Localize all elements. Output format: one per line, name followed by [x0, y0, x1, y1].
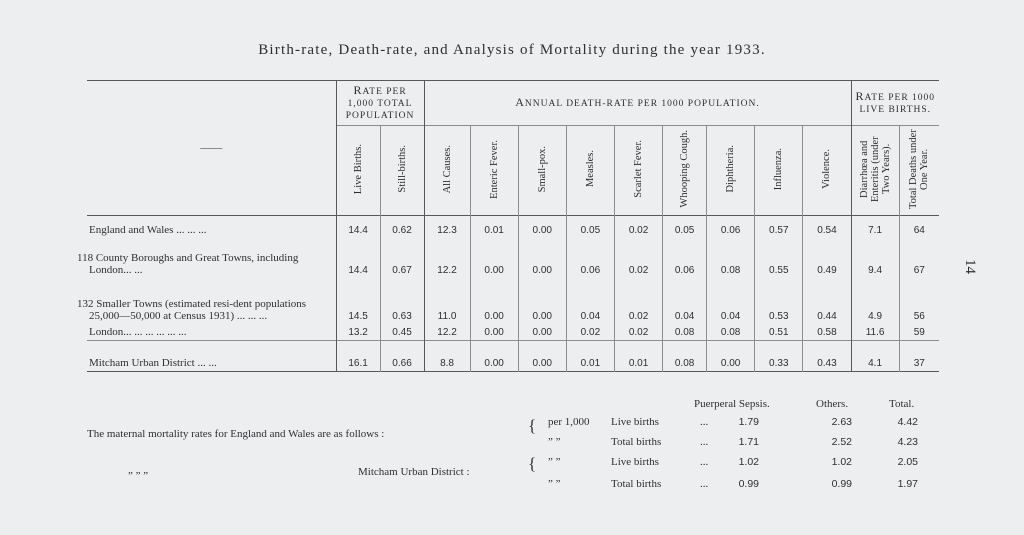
table-cell: 0.63 [380, 278, 424, 324]
table-cell: 0.08 [707, 244, 755, 278]
others-value: 2.52 [831, 436, 852, 448]
column-header: Diphtheria. [707, 126, 755, 216]
table-cell: 0.05 [663, 216, 707, 239]
table-cell: 16.1 [336, 347, 380, 372]
page-title: Birth-rate, Death-rate, and Analysis of Mortality during the year 1933. [258, 42, 766, 58]
table-cell: 0.00 [518, 324, 566, 341]
table-cell: 12.3 [424, 216, 470, 239]
table-cell: 0.02 [614, 216, 662, 239]
line-description: Live births [611, 456, 659, 468]
table-cell: 0.00 [470, 347, 518, 372]
mortality-table [77, 80, 939, 372]
line-prefix: ” ” [548, 436, 561, 448]
table-cell: 4.1 [851, 347, 899, 372]
column-header: Diarrhœa and Enteritis (under Two Years). [851, 126, 899, 216]
table-cell: 0.00 [518, 278, 566, 324]
table-cell: 0.53 [755, 278, 803, 324]
brace-icon: { [528, 454, 537, 473]
header-total: Total. [889, 398, 915, 410]
table-cell: 0.33 [755, 347, 803, 372]
table-cell: 67 [899, 244, 939, 278]
line-prefix: per 1,000 [548, 416, 590, 428]
column-header: Enteric Fever. [470, 126, 518, 216]
column-header: Violence. [803, 126, 851, 216]
page-number: 14 [962, 259, 978, 274]
header-others: Others. [816, 398, 849, 410]
table-cell: 0.00 [518, 347, 566, 372]
ditto-marks: ” ” ” [128, 470, 149, 482]
table-cell: 0.06 [707, 216, 755, 239]
table-cell: 0.43 [803, 347, 851, 372]
table-cell: 0.02 [614, 324, 662, 341]
table-cell: 0.55 [755, 244, 803, 278]
table-cell: 4.9 [851, 278, 899, 324]
stub-header: —— [200, 142, 223, 154]
table-cell: 14.4 [336, 216, 380, 239]
column-header: Live Births. [336, 126, 380, 216]
column-header: Small-pox. [518, 126, 566, 216]
table-cell: 0.57 [755, 216, 803, 239]
total-value: 4.23 [897, 436, 918, 448]
table-cell: 0.01 [566, 347, 614, 372]
total-value: 2.05 [897, 456, 918, 468]
table-row [87, 216, 939, 239]
line-description: Live births [611, 416, 659, 428]
line-description: Total births [611, 436, 662, 448]
table-cell: 0.08 [707, 324, 755, 341]
table-cell: 37 [899, 347, 939, 372]
table-cell: 0.45 [380, 324, 424, 341]
column-header: Scarlet Fever. [614, 126, 662, 216]
table-cell: 0.00 [518, 244, 566, 278]
table-cell: 0.67 [380, 244, 424, 278]
column-header: Influenza. [755, 126, 803, 216]
table-cell: 0.54 [803, 216, 851, 239]
row-label: England and Wales ... ... ... [89, 223, 207, 236]
total-value: 1.97 [897, 478, 918, 490]
table-row [87, 347, 939, 372]
mitcham-label: Mitcham Urban District : [358, 466, 470, 478]
table-cell: 0.06 [566, 244, 614, 278]
table-cell: 64 [899, 216, 939, 239]
table-cell: 0.66 [380, 347, 424, 372]
table-cell: 8.8 [424, 347, 470, 372]
others-value: 1.02 [831, 456, 852, 468]
table-cell: 0.58 [803, 324, 851, 341]
table-cell: 0.00 [470, 278, 518, 324]
table-cell: 0.06 [663, 244, 707, 278]
puerperal-sepsis-value: 0.99 [738, 478, 759, 490]
group-header-annual: ANNUAL DEATH-RATE PER 1000 POPULATION. [424, 81, 851, 126]
others-value: 0.99 [831, 478, 852, 490]
row-label: Mitcham Urban District ... ... [89, 356, 217, 369]
row-label: 118 County Boroughs and Great Towns, including London... ... [77, 252, 299, 276]
table-cell: 0.02 [566, 324, 614, 341]
maternal-mortality-section [0, 392, 1024, 532]
england-wales-label: The maternal mortality rates for England and Wales are as follows : [87, 428, 385, 440]
table-cell: 11.6 [851, 324, 899, 341]
column-header: Still-births. [380, 126, 424, 216]
table-cell: 11.0 [424, 278, 470, 324]
table-cell: 0.05 [566, 216, 614, 239]
table-cell: 0.00 [518, 216, 566, 239]
line-dots: ... [700, 436, 709, 448]
line-prefix: ” ” [548, 456, 561, 468]
table-cell: 12.2 [424, 244, 470, 278]
table-cell: 0.08 [663, 347, 707, 372]
table-cell: 9.4 [851, 244, 899, 278]
column-header: Whooping Cough. [663, 126, 707, 216]
column-header: Total Deaths under One Year. [899, 126, 939, 216]
line-dots: ... [700, 416, 709, 428]
header-puerperal-sepsis: Puerperal Sepsis. [694, 398, 770, 410]
table-cell: 0.62 [380, 216, 424, 239]
table-cell: 59 [899, 324, 939, 341]
table-cell: 0.01 [614, 347, 662, 372]
table-cell: 12.2 [424, 324, 470, 341]
table-cell: 14.5 [336, 278, 380, 324]
row-label: London... ... ... ... ... ... [89, 325, 187, 338]
row-label: 132 Smaller Towns (estimated resi-dent populations 25,000—50,000 at Census 1931) ... ... ... [77, 298, 307, 322]
table-cell: 56 [899, 278, 939, 324]
others-value: 2.63 [831, 416, 852, 428]
table-cell: 0.49 [803, 244, 851, 278]
puerperal-sepsis-value: 1.71 [738, 436, 759, 448]
table-cell: 0.04 [566, 278, 614, 324]
group-header-births: RATE PER 1000 LIVE BIRTHS. [851, 81, 939, 126]
table-cell: 0.00 [470, 324, 518, 341]
table-cell: 14.4 [336, 244, 380, 278]
brace-icon: { [528, 416, 537, 435]
table-cell: 7.1 [851, 216, 899, 239]
line-dots: ... [700, 456, 709, 468]
line-description: Total births [611, 478, 662, 490]
table-cell: 0.08 [663, 324, 707, 341]
table-cell: 13.2 [336, 324, 380, 341]
table-row [87, 278, 939, 324]
line-prefix: ” ” [548, 478, 561, 490]
table-cell: 0.00 [707, 347, 755, 372]
column-header: All Causes. [424, 126, 470, 216]
puerperal-sepsis-value: 1.79 [738, 416, 759, 428]
table-cell: 0.04 [707, 278, 755, 324]
table-row [87, 244, 939, 278]
puerperal-sepsis-value: 1.02 [738, 456, 759, 468]
group-header-population: RATE PER 1,000 TOTAL POPULATION [336, 81, 424, 126]
table-cell: 0.44 [803, 278, 851, 324]
table-cell: 0.51 [755, 324, 803, 341]
table-cell: 0.02 [614, 278, 662, 324]
table-cell: 0.04 [663, 278, 707, 324]
table-row [87, 324, 939, 341]
column-header: Measles. [566, 126, 614, 216]
table-cell: 0.00 [470, 244, 518, 278]
table-cell: 0.01 [470, 216, 518, 239]
line-dots: ... [700, 478, 709, 490]
total-value: 4.42 [897, 416, 918, 428]
table-cell: 0.02 [614, 244, 662, 278]
